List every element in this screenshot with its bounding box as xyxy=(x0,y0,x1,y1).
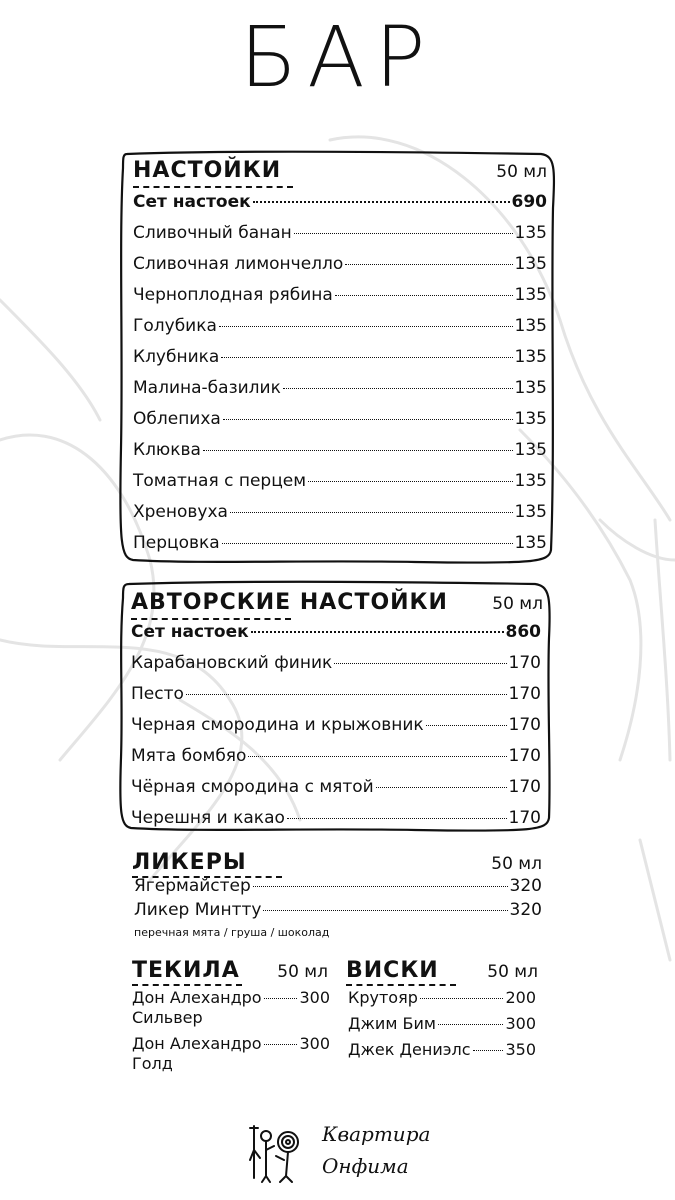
menu-item: Сет настоек 860 xyxy=(131,622,541,642)
stick-figures-icon xyxy=(248,1120,318,1185)
menu-item: Песто 170 xyxy=(131,684,541,704)
nastoyki-section xyxy=(115,148,557,568)
logo-line-2: Онфима xyxy=(322,1154,409,1178)
tequila-volume: 50 мл xyxy=(277,962,328,982)
liqueurs-volume: 50 мл xyxy=(491,854,542,874)
menu-item: Ягермайстер 320 xyxy=(134,876,542,896)
menu-item: Ликер Минтту 320 xyxy=(134,900,542,920)
author-list xyxy=(131,622,541,839)
whisky-volume: 50 мл xyxy=(487,962,538,982)
menu-item-sub: Голд xyxy=(132,1054,173,1073)
menu-item: Хреновуха 135 xyxy=(133,502,547,522)
liqueurs-list xyxy=(134,876,542,924)
menu-item: Черноплодная рябина 135 xyxy=(133,285,547,305)
author-section xyxy=(115,578,555,836)
tequila-underline xyxy=(132,984,242,986)
liqueurs-note: перечная мята / груша / шоколад xyxy=(134,926,330,939)
menu-item: Дон Алехандро 300 xyxy=(132,1034,330,1053)
menu-item: Чёрная смородина с мятой 170 xyxy=(131,777,541,797)
logo xyxy=(248,1120,438,1185)
menu-item: Джим Бим 300 xyxy=(348,1014,536,1033)
author-underline xyxy=(131,618,291,620)
menu-item: Сет настоек 690 xyxy=(133,192,547,212)
menu-item: Джек Дениэлс 350 xyxy=(348,1040,536,1059)
menu-item: Карабановский финик 170 xyxy=(131,653,541,673)
nastoyki-volume: 50 мл xyxy=(496,162,547,182)
whisky-title: ВИСКИ xyxy=(346,958,439,983)
nastoyki-list xyxy=(133,192,547,564)
tequila-section xyxy=(132,954,332,1084)
nastoyki-title: НАСТОЙКИ xyxy=(133,158,282,183)
author-volume: 50 мл xyxy=(492,594,543,614)
tequila-list xyxy=(132,988,330,1076)
menu-item: Сливочная лимончелло 135 xyxy=(133,254,547,274)
whisky-section xyxy=(346,954,540,1064)
menu-item: Дон Алехандро 300 xyxy=(132,988,330,1007)
menu-item: Сливочный банан 135 xyxy=(133,223,547,243)
menu-item: Перцовка 135 xyxy=(133,533,547,553)
liqueurs-title: ЛИКЕРЫ xyxy=(132,850,247,875)
menu-item: Черная смородина и крыжовник 170 xyxy=(131,715,541,735)
menu-item: Облепиха 135 xyxy=(133,409,547,429)
menu-item: Голубика 135 xyxy=(133,316,547,336)
nastoyki-underline xyxy=(133,186,293,188)
menu-item: Черешня и какао 170 xyxy=(131,808,541,828)
menu-item: Клюква 135 xyxy=(133,440,547,460)
menu-item: Томатная с перцем 135 xyxy=(133,471,547,491)
menu-item: Мята бомбяо 170 xyxy=(131,746,541,766)
menu-item: Малина-базилик 135 xyxy=(133,378,547,398)
whisky-list xyxy=(348,988,536,1066)
whisky-underline xyxy=(346,984,456,986)
logo-line-1: Квартира xyxy=(322,1122,431,1146)
page-title: БАР xyxy=(239,8,436,106)
menu-item-sub: Сильвер xyxy=(132,1008,203,1027)
author-title: АВТОРСКИЕ НАСТОЙКИ xyxy=(131,590,448,615)
menu-item: Клубника 135 xyxy=(133,347,547,367)
tequila-title: ТЕКИЛА xyxy=(132,958,240,983)
menu-item: Крутояр 200 xyxy=(348,988,536,1007)
liqueurs-section xyxy=(132,846,542,946)
